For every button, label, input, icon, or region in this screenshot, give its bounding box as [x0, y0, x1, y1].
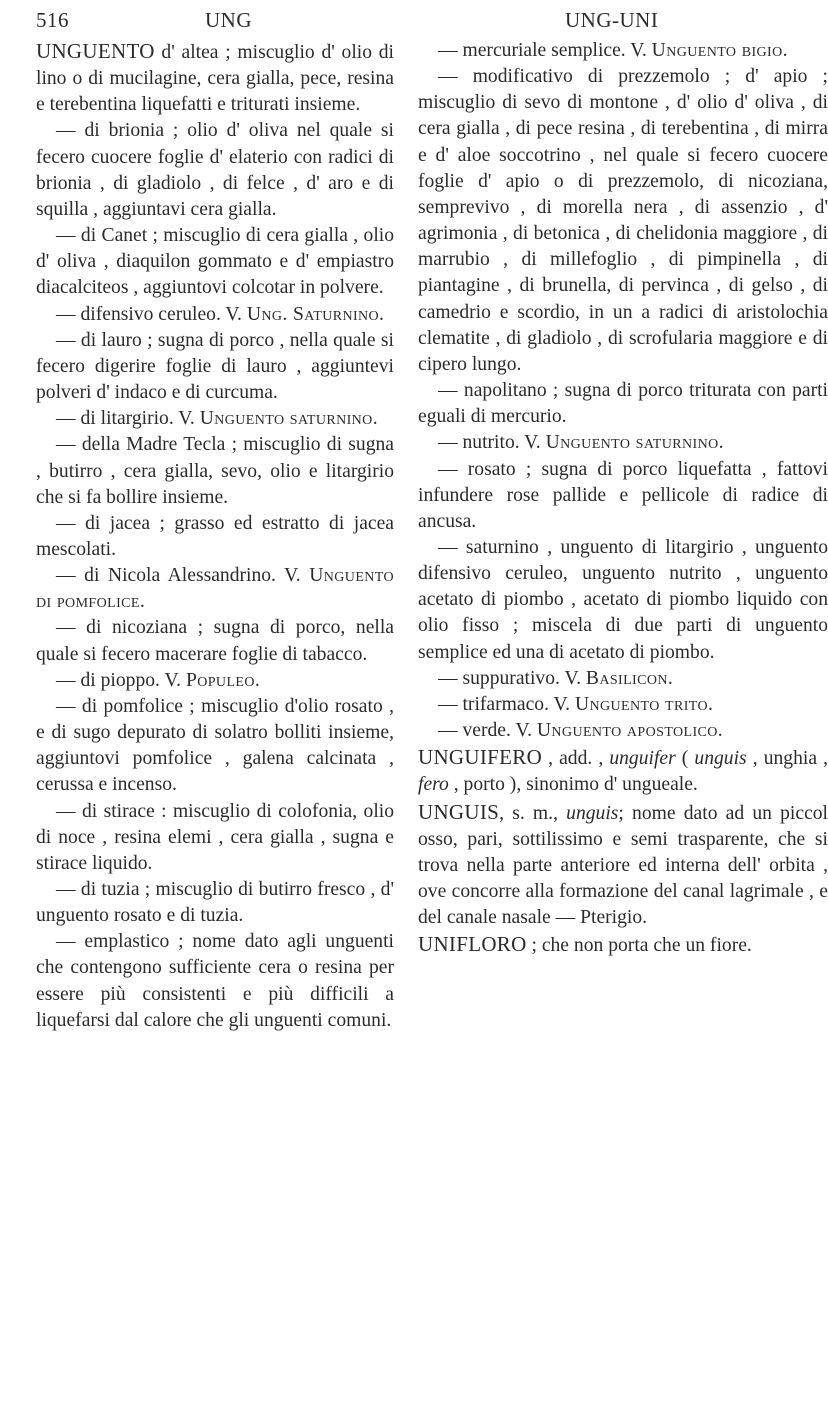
left-guide-word: UNG [205, 8, 252, 32]
subentry: — di jacea ; grasso ed estratto di jacea mescolati. [36, 512, 394, 560]
headword: UNIFLORO [418, 932, 527, 957]
subentry: — di Canet ; miscuglio di cera gialla , olio d' oliva , diaquilon gommato e d' empiastro diacalciteos , aggiuntovi colcotar in polvere. [36, 225, 394, 299]
entry-unguento [36, 38, 394, 118]
cross-reference: Unguento saturnino. [545, 432, 724, 454]
subentry: — emplastico ; nome dato agli unguenti che contengono sufficiente cera o resina per essere più consistenti e più difficili a liquefarsi dal calore che gli unguenti comuni. [36, 931, 394, 1031]
subentry: — di brionia ; olio d' oliva nel quale si fecero cuocere foglie d' elaterio con radici di brionia , di gladiolo , di felce , d' aro e di squilla , aggiuntavi cera gialla. [36, 120, 394, 220]
subentry: — della Madre Tecla ; miscuglio di sugna , butirro , cera gialla, sevo, olio e litargirio che si fa bollire insieme. [36, 434, 394, 508]
cross-reference: Ung. Saturnino. [246, 303, 385, 325]
subentry: — mercuriale semplice. V. Unguento bigio. [438, 40, 788, 61]
subentry: — nutrito. V. Unguento saturnino. [438, 432, 724, 454]
entry-unguifero: UNGUIFERO , add. , unguifer ( unguis , unghia , fero , porto ), sinonimo d' ungueale. [418, 745, 828, 796]
definition: d' altea ; miscuglio d' olio di lino o di mucilagine, cera gialla, pece, resina e terebentina liquefatti e triturati insieme. [36, 42, 394, 116]
running-head [0, 8, 800, 38]
cross-reference: Populeo. [185, 669, 261, 691]
subentry: — di pioppo. V. Populeo. [56, 669, 261, 691]
right-guide-word: UNG-UNI [565, 8, 659, 32]
headword: UNGUIS [418, 799, 500, 824]
subentry: — di lauro ; sugna di porco , nella quale si fecero digerire foglie di lauro , aggiuntevi polveri d' indaco e di curcuma. [36, 329, 394, 404]
subentry: — saturnino , unguento di litargirio , unguento difensivo ceruleo, unguento nutrito , unguento acetato di piombo , acetato di piombo liquido con olio fisso ; miscela di due parti di unguento semplice ed una di acetato di piombo. [418, 536, 828, 663]
headword: UNGUENTO [36, 39, 155, 63]
cross-reference: Unguento trito. [574, 693, 714, 715]
subentry: — suppurativo. V. Basilicon. [438, 667, 674, 689]
subentry: — di litargirio. V. Unguento saturnino. [56, 408, 378, 430]
subentry: — napolitano ; sugna di porco triturata con parti eguali di mercurio. [418, 380, 828, 428]
subentry: — di stirace : miscuglio di colofonia, olio di noce , resina elemi , cera gialla , sugna e stirace liquido. [36, 800, 394, 874]
cross-reference: Basilicon. [585, 667, 674, 689]
cross-reference: Unguento di pomfolice. [36, 565, 394, 613]
entry-unguis: UNGUIS, s. m., unguis; nome dato ad un piccol osso, pari, sottilissimo e semi trasparente, che si trova nella parte anteriore ed interna dell' orbita , ove concorre alla formazione del canal lagrimale , e del canale nasale — Pterigio. [418, 799, 828, 929]
subentry: — di tuzia ; miscuglio di butirro fresco , d' unguento rosato e di tuzia. [36, 879, 394, 927]
subentry: — di Nicola Alessandrino. V. Unguento di pomfolice. [36, 565, 394, 613]
subentry: — di pomfolice ; miscuglio d'olio rosato , e di sugo depurato di solatro bolliti insieme, aggiuntovi pomfolice , galena calcinata , cerussa e incenso. [36, 695, 394, 796]
headword: UNGUIFERO [418, 745, 543, 770]
subentry: — trifarmaco. V. Unguento trito. [438, 693, 714, 715]
cross-reference: Unguento saturnino. [199, 408, 378, 430]
subentry: — di nicoziana ; sugna di porco, nella quale si fecero macerare foglie di tabacco. [36, 617, 394, 665]
subentry: — difensivo ceruleo. V. Ung. Saturnino. [56, 303, 385, 325]
subentry: — modificativo di prezzemolo ; d' apio ; miscuglio di sevo di montone , d' olio d' oliva , di cera gialla , di pece resina , di terebentina , di mirra e d' aloe soccotrino , nel quale si fecero cuocere foglie d' apio o di prezzemolo, di nicoziana, semprevivo , di morella nera , di assenzio , d' agrimonia , di betonica , di chelidonia maggiore , di marrubio , di millefoglio , di pimpinella , di piantagine , di brunella, di pervinca , di gelso , di camedrio e scordio, in un a radici di aristolochia clematite , di gladiolo , di scrofularia maggiore e di cipero lungo. [418, 66, 828, 375]
cross-reference: Unguento apostolico. [536, 720, 724, 742]
cross-reference: Unguento bigio. [651, 40, 788, 61]
entry-uniforo: UNIFLORO ; che non porta che un fiore. [418, 932, 752, 957]
subentry: — rosato ; sugna di porco liquefatta , fattovi infundere rose pallide e pellicole di radice di ancusa. [418, 458, 828, 532]
left-column [36, 38, 394, 1034]
right-column [418, 38, 828, 959]
page-number: 516 [36, 8, 69, 32]
subentry: — verde. V. Unguento apostolico. [438, 720, 724, 742]
